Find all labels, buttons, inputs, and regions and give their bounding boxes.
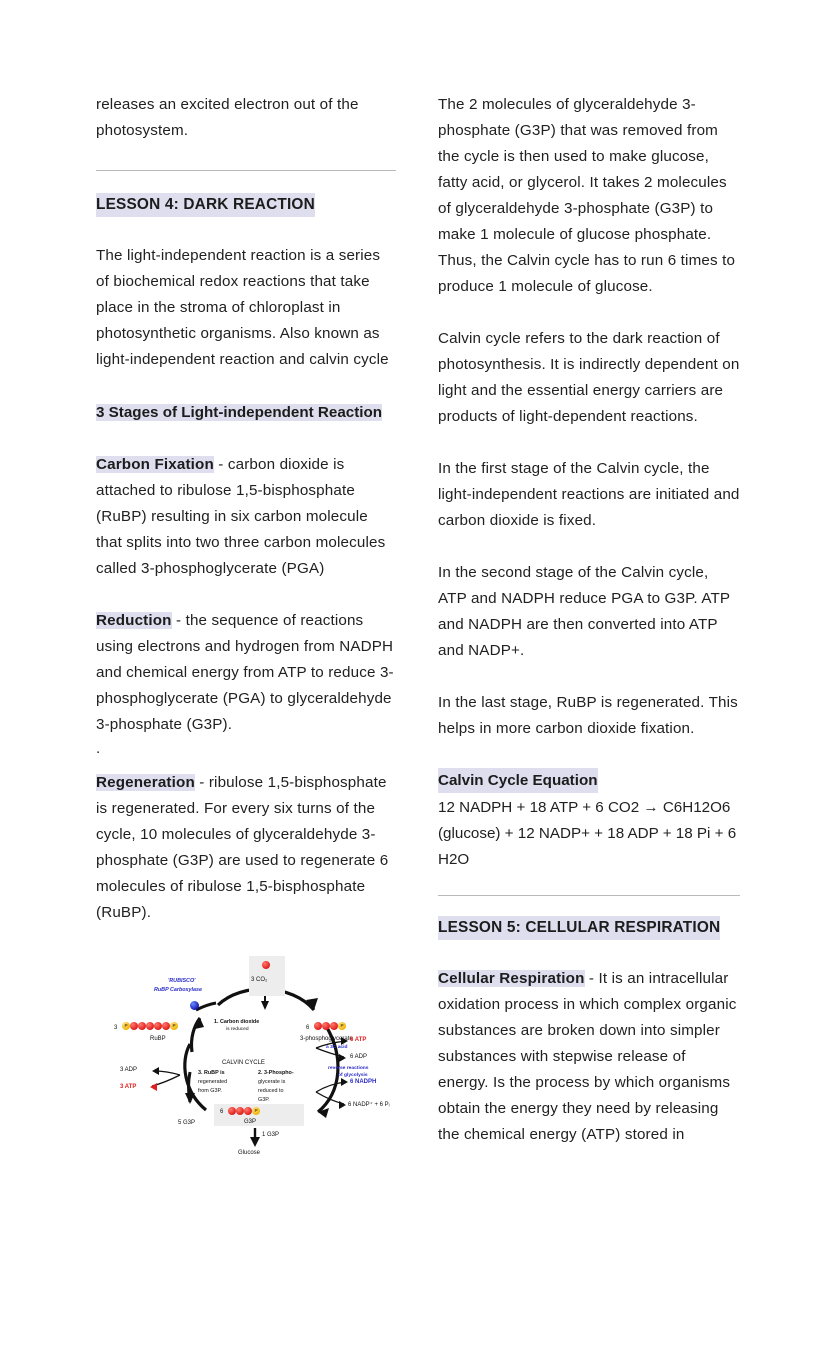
- step3-line3: from G3P.: [198, 1088, 222, 1094]
- glycolysis-note-line2: of glycolysis: [338, 1073, 368, 1078]
- phosphate-ball: P: [338, 1022, 346, 1030]
- atp-right-label: 6 ATP: [350, 1037, 367, 1043]
- carbon-ball: [146, 1022, 154, 1030]
- carbon-ball: [130, 1022, 138, 1030]
- last-stage-paragraph: In the last stage, RuBP is regenerated. This helps in more carbon dioxide fixation.: [438, 694, 738, 737]
- step3-line2: regenerated: [198, 1079, 228, 1085]
- step2-line4: G3P.: [258, 1097, 270, 1103]
- pga-count: 6: [306, 1025, 310, 1031]
- pga-molecule-chain: [314, 1022, 346, 1030]
- calvin-cycle-equation-heading: Calvin Cycle Equation: [438, 768, 598, 793]
- three-stages-heading: [96, 399, 396, 426]
- nadp-right-label: 6 NADP⁺ + 6 Pᵢ: [348, 1102, 390, 1108]
- stage-carbon-fixation-body: - carbon dioxide is attached to ribulose 1,5-bisphosphate (RuBP) resulting in six carbon molecule that splits into two three carbon molecules called 3-phosphoglycerate (PGA): [96, 456, 386, 577]
- g3p-out-label: 1 G3P: [262, 1132, 280, 1138]
- term-reduction: Reduction: [96, 612, 172, 629]
- continued-paragraph: releases an excited electron out of the photosystem.: [96, 96, 359, 139]
- calvin-cycle-equation-block: [438, 768, 740, 873]
- glycolysis-note-line1: reverse reactions: [328, 1066, 369, 1071]
- enzyme-ball: [190, 1001, 199, 1010]
- calvin-cycle-diagram: [110, 952, 400, 1167]
- term-carbon-fixation: Carbon Fixation: [96, 456, 214, 473]
- right-column: [438, 92, 740, 1174]
- stage-reduction: [96, 608, 396, 738]
- lesson-4-heading: LESSON 4: DARK REACTION: [96, 193, 315, 217]
- term-regeneration: Regeneration: [96, 774, 195, 791]
- calvin-cycle-equation-body: 12 NADPH + 18 ATP + 6 CO2 → C6H12O6 (glucose) + 12 NADP+ + 18 ADP + 18 Pi + 6 H2O: [438, 799, 737, 868]
- stage-regeneration: [96, 770, 396, 926]
- lesson-5-heading: LESSON 5: CELLULAR RESPIRATION: [438, 916, 720, 940]
- calvin-cycle-center-label: CALVIN CYCLE: [222, 1060, 265, 1066]
- step1-line1: 1. Carbon dioxide: [214, 1019, 260, 1025]
- g3p-label: G3P: [244, 1119, 257, 1125]
- calvin-cycle-overview-paragraph: Calvin cycle refers to the dark reaction of photosynthesis. It is indirectly dependent on light and the essential energy carriers are products of light-dependent reactions.: [438, 330, 740, 425]
- co2-carbon-ball: [262, 961, 270, 969]
- cellular-respiration-paragraph: [438, 966, 740, 1148]
- stage-regeneration-body: - ribulose 1,5-bisphosphate is regenerated. For every six turns of the cycle, 10 molecules of glyceraldehyde 3-phosphate (G3P) are used to regenerate 6 molecules of ribulose 1,5-bisphosphate (RuBP).: [96, 774, 389, 921]
- g3p-count: 6: [220, 1109, 224, 1115]
- cellular-respiration-body: - It is an intracellular oxidation process in which complex organic substances are broken down into simpler substances with stepwise release of energy. Is the process by which organisms obtain the energy they need by releasing the chemical energy (ATP) stored in: [438, 970, 737, 1143]
- phosphate-ball: P: [170, 1022, 178, 1030]
- rubp-molecule-chain: [122, 1022, 178, 1030]
- atp-left-label: 3 ATP: [120, 1084, 137, 1090]
- stage-carbon-fixation: [96, 452, 396, 582]
- lesson-4-heading-wrap: [96, 193, 396, 243]
- first-stage-paragraph: In the first stage of the Calvin cycle, the light-independent reactions are initiated and carbon dioxide is fixed.: [438, 460, 740, 529]
- carbon-ball: [138, 1022, 146, 1030]
- rubp-label: RuBP: [150, 1036, 166, 1042]
- stray-period: .: [96, 740, 101, 757]
- rubp-count: 3: [114, 1025, 118, 1031]
- section-divider: [96, 170, 396, 171]
- phosphate-ball: P: [122, 1022, 130, 1030]
- carbon-ball: [330, 1022, 338, 1030]
- three-stages-heading-text: 3 Stages of Light-independent Reaction: [96, 404, 383, 421]
- left-column: [96, 92, 396, 1174]
- term-cellular-respiration: Cellular Respiration: [438, 970, 585, 987]
- nadph-right-label: 6 NADPH: [350, 1079, 377, 1085]
- rubisco-label-line2: RuBP Carboxylase: [154, 987, 203, 993]
- section-divider-2: [438, 895, 740, 896]
- adp-left-label: 3 ADP: [120, 1067, 138, 1073]
- carbon-ball: [314, 1022, 322, 1030]
- stage-reduction-body: - the sequence of reactions using electrons and hydrogen from NADPH and chemical energy from ATP to reduce 3- phosphoglycerate (PGA) to glyceraldehyde 3-phosphate (G3P).: [96, 612, 394, 733]
- dark-reaction-intro: The light-independent reaction is a series of biochemical redox reactions that take place in the stroma of chloroplast in photosynthetic organisms. Also known as light-independent reaction and calvin cycle: [96, 247, 389, 368]
- carbon-ball: [244, 1107, 252, 1115]
- pga-sublabel: a 3C acid: [326, 1045, 348, 1050]
- co2-label: 3 CO₂: [251, 977, 268, 983]
- lesson-5-heading-wrap: [438, 916, 740, 966]
- carbon-ball: [236, 1107, 244, 1115]
- phosphate-ball: P: [252, 1107, 260, 1115]
- glucose-label: Glucose: [238, 1150, 261, 1156]
- carbon-ball: [322, 1022, 330, 1030]
- rubisco-label-line1: 'RUBISCO': [168, 978, 196, 984]
- g3p-glucose-paragraph: The 2 molecules of glyceraldehyde 3-phosphate (G3P) that was removed from the cycle is then used to make glucose, fatty acid, or glycerol. It takes 2 molecules of glyceraldehyde 3-phosphate (G3P) to make 1 molecule of glucose phosphate. Thus, the Calvin cycle has to run 6 times to produce 1 molecule of glucose.: [438, 96, 736, 295]
- step2-line3: reduced to: [258, 1088, 284, 1094]
- step2-line1: 2. 3-Phospho-: [258, 1070, 294, 1076]
- carbon-ball: [154, 1022, 162, 1030]
- step3-line1: 3. RuBP is: [198, 1070, 225, 1076]
- step2-line2: glycerate is: [258, 1079, 286, 1085]
- adp-right-label: 6 ADP: [350, 1054, 368, 1060]
- pga-label: 3-phosphoglycerate: [300, 1036, 353, 1042]
- g3p-left-label: 5 G3P: [178, 1120, 196, 1126]
- carbon-ball: [162, 1022, 170, 1030]
- carbon-ball: [228, 1107, 236, 1115]
- second-stage-paragraph: In the second stage of the Calvin cycle, ATP and NADPH reduce PGA to G3P. ATP and NADPH are then converted into ATP and NADP+.: [438, 564, 730, 659]
- step1-line2: is reduced: [226, 1027, 249, 1032]
- g3p-molecule-chain: [228, 1107, 260, 1115]
